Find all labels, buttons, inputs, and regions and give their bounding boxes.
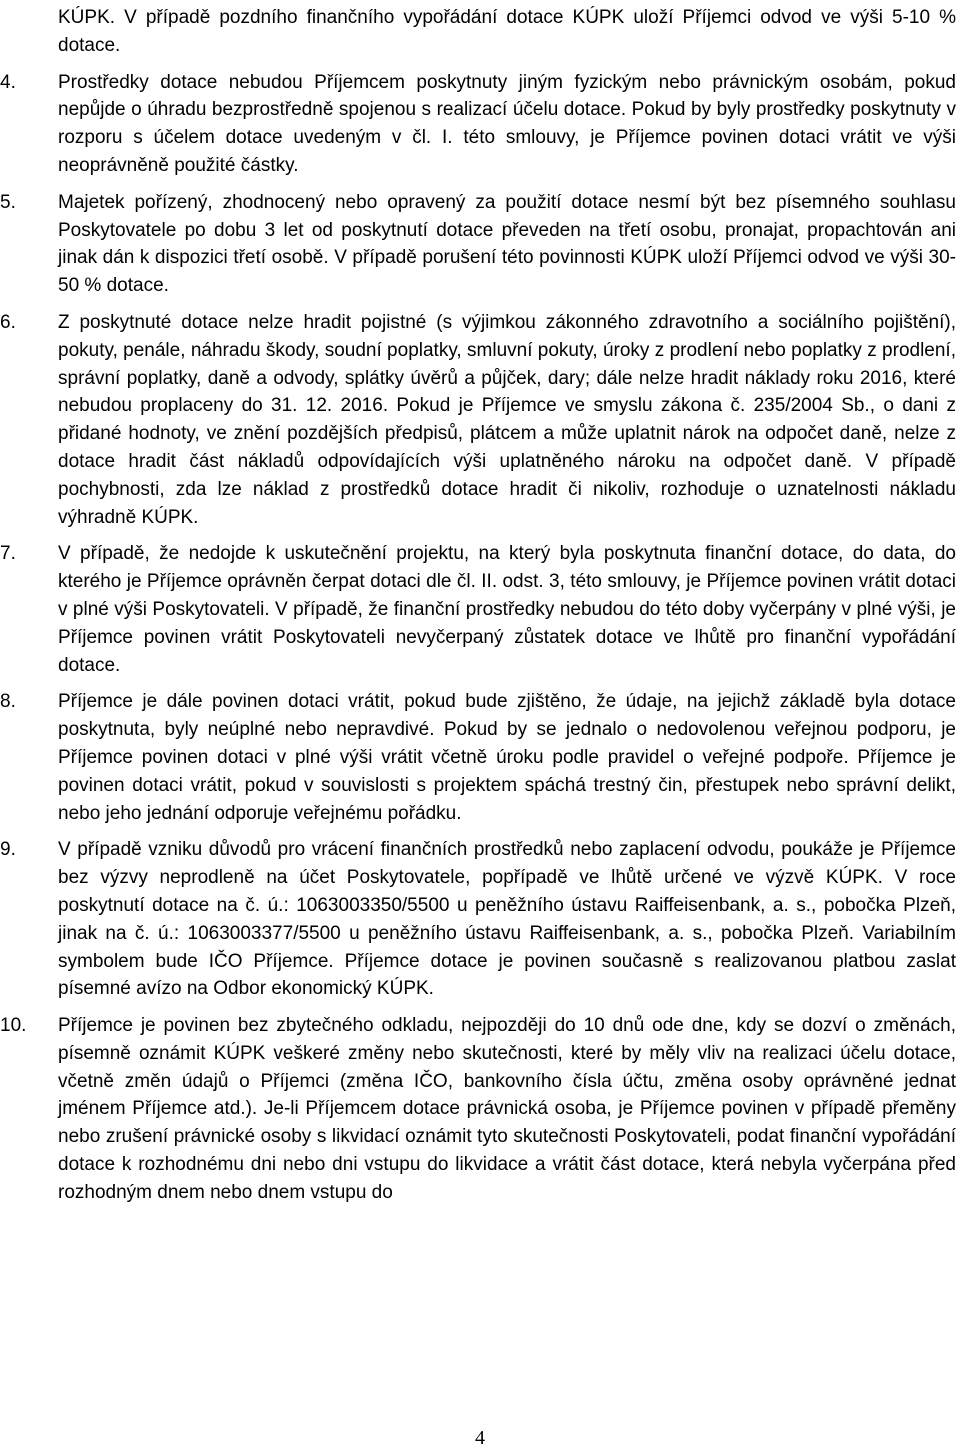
- list-item-9: [0, 836, 956, 1003]
- list-item-text: Příjemce je dále povinen dotaci vrátit, pokud bude zjištěno, že údaje, na jejichž základě byla dotace poskytnuta, byly neúplné nebo nepravdivé. Pokud by se jednalo o nedovolenou veřejnou podporu, je Příjemce povinen dotaci v plné výši vrátit včetně úroku podle pravidel o veřejné podpoře. Příjemce je povinen dotaci vrátit, pokud v souvislosti s projektem spáchá trestný čin, přestupek nebo správní delikt, nebo jeho jednání odporuje veřejnému pořádku.: [58, 691, 956, 824]
- continuation-text: KÚPK. V případě pozdního finančního vypořádání dotace KÚPK uloží Příjemci odvod ve výši 5-10 % dotace.: [58, 7, 956, 56]
- list-item-number: 4.: [0, 71, 16, 93]
- list-item-6: [0, 309, 956, 531]
- list-item-text: Příjemce je povinen bez zbytečného odkladu, nejpozději do 10 dnů ode dne, kdy se dozví o změnách, písemně oznámit KÚPK veškeré změny nebo skutečnosti, které by měly vliv na realizaci účelu dotace, včetně změn údajů o Příjemci (změna IČO, bankovního čísla účtu, změna osoby oprávněné jednat jménem Příjemce atd.). Je-li Příjemcem dotace právnická osoba, je Příjemce povinen v případě přeměny nebo zrušení právnické osoby s likvidací oznámit tyto skutečnosti Poskytovateli, podat finanční vypořádání dotace k rozhodnému dni nebo dni vstupu do likvidace a vrátit část dotace, která nebyla vyčerpána před rozhodným dnem nebo dnem vstupu do: [58, 1015, 956, 1203]
- list-item-5: [0, 189, 956, 300]
- list-item-text: V případě, že nedojde k uskutečnění projektu, na který byla poskytnuta finanční dotace, do data, do kterého je Příjemce oprávněn čerpat dotaci dle čl. II. odst. 3, této smlouvy, je Příjemce povinen vrátit dotaci v plné výši Poskytovateli. V případě, že finanční prostředky nebudou do této doby vyčerpány v plné výši, je Příjemce povinen vrátit Poskytovateli nevyčerpaný zůstatek dotace ve lhůtě pro finanční vypořádání dotace.: [58, 543, 956, 676]
- list-item-number: 5.: [0, 191, 16, 213]
- continuation-paragraph: [0, 4, 956, 60]
- list-item-7: [0, 540, 956, 679]
- list-item-text: V případě vzniku důvodů pro vrácení finančních prostředků nebo zaplacení odvodu, poukáže je Příjemce bez výzvy neprodleně na účet Poskytovatele, popřípadě ve lhůtě určené ve výzvě KÚPK. V roce poskytnutí dotace na č. ú.: 1063003350/5500 u peněžního ústavu Raiffeisenbank, a. s., pobočka Plzeň, jinak na č. ú.: 1063003377/5500 u peněžního ústavu Raiffeisenbank, a. s., pobočka Plzeň. Variabilním symbolem bude IČO Příjemce. Příjemce dotace je povinen současně s realizovanou platbou zaslat písemné avízo na Odbor ekonomický KÚPK.: [58, 839, 956, 1000]
- page-number: 4: [475, 1427, 485, 1449]
- list-item-4: [0, 69, 956, 180]
- list-item-8: [0, 688, 956, 827]
- list-item-number: 9.: [0, 839, 16, 861]
- list-item-text: Prostředky dotace nebudou Příjemcem poskytnuty jiným fyzickým nebo právnickým osobám, pokud nepůjde o úhradu bezprostředně spojenou s realizací účelu dotace. Pokud by byly prostředky poskytnuty v rozporu s účelem dotace uvedeným v čl. I. této smlouvy, je Příjemce povinen dotaci vrátit ve výši neoprávněně použité částky.: [58, 71, 956, 176]
- list-item-number: 7.: [0, 543, 16, 565]
- list-item-text: Majetek pořízený, zhodnocený nebo opravený za použití dotace nesmí být bez písemného souhlasu Poskytovatele po dobu 3 let od poskytnutí dotace převeden na třetí osobu, pronajat, propachtován ani jinak dán k dispozici třetí osobě. V případě porušení této povinnosti KÚPK uloží Příjemci odvod ve výši 30-50 % dotace.: [58, 191, 956, 297]
- list-item-number: 8.: [0, 691, 16, 713]
- document-body: [0, 4, 956, 1216]
- list-item-10: [0, 1012, 956, 1207]
- list-item-text: Z poskytnuté dotace nelze hradit pojistné (s výjimkou zákonného zdravotního a sociálního pojištění), pokuty, penále, náhradu škody, soudní poplatky, smluvní pokuty, úroky z prodlení nebo poplatky z prodlení, správní poplatky, daně a odvody, splátky úvěrů a půjček, dary; dále nelze hradit náklady roku 2016, které nebudou proplaceny do 31. 12. 2016. Pokud je Příjemce ve smyslu zákona č. 235/2004 Sb., o dani z přidané hodnoty, ve znění pozdějších předpisů, plátcem a může uplatnit nárok na odpočet daně, nelze z dotace hradit část nákladů odpovídajících výši uplatněného nároku na odpočet daně. V případě pochybnosti, zda lze náklad z prostředků dotace hradit či nikoliv, rozhoduje o uznatelnosti nákladu výhradně KÚPK.: [58, 311, 956, 528]
- list-item-number: 6.: [0, 311, 16, 333]
- list-item-number: 10.: [0, 1015, 27, 1037]
